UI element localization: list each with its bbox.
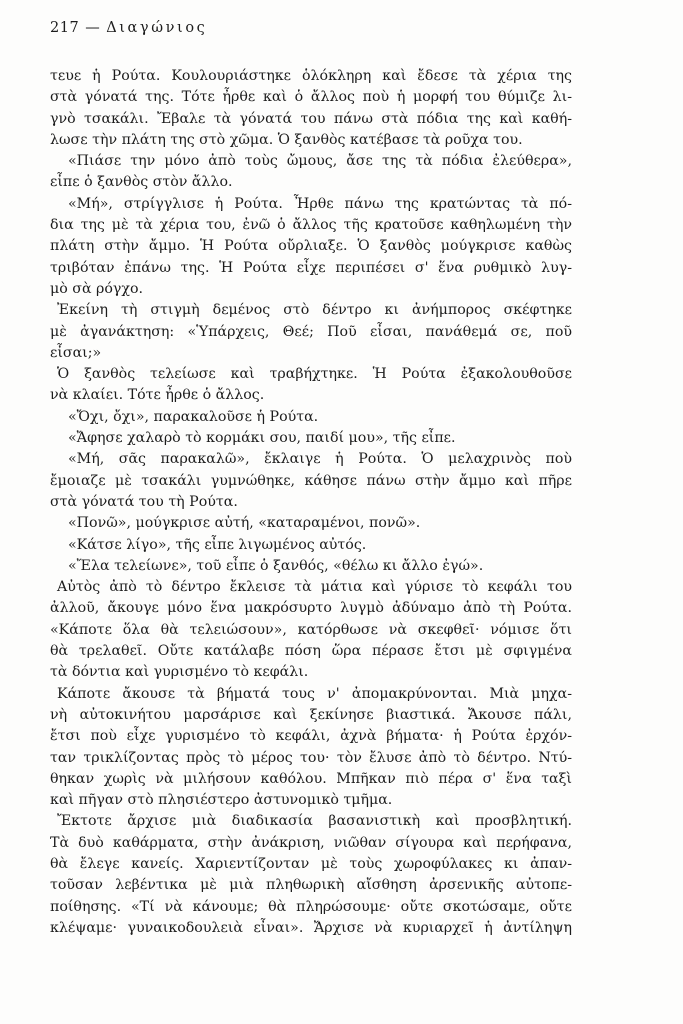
body-text [50, 66, 572, 939]
text-line: εἶσαι;» [50, 344, 102, 361]
text-line: «Ἄφησε χαλαρὸ τὸ κορμάκι σου, παιδί μου», τῆς εἶπε. [68, 430, 456, 447]
text-line: θὰ τρελαθεῖ. Οὔτε κατάλαβε πόση ὥρα πέρασε ἔτσι μὲ σφιγμένα [50, 643, 572, 660]
text-line: μὲ ἀγανάκτηση: «Ὑπάρχεις, Θεέ; Ποῦ εἶσαι, πανάθεμά σε, ποῦ [50, 323, 572, 340]
text-line: στὰ γόνατά του τὴ Ρούτα. [50, 493, 238, 510]
text-line: Τὰ δυὸ καθάρματα, στὴν ἀνάκριση, νιῶθαν σίγουρα καὶ περήφανα, [50, 834, 572, 851]
text-line: «Μή, σᾶς παρακαλῶ», ἔκλαιγε ἡ Ρούτα. Ὁ μελαχρινὸς ποὺ [68, 451, 572, 468]
text-line: καὶ πῆγαν στὸ πλησιέστερο ἀστυνομικὸ τμῆμα. [50, 792, 393, 809]
text-line: τριβόταν ἐπάνω της. Ἡ Ρούτα εἶχε περιπέσει σ' ἕνα ρυθμικὸ λυγ- [50, 259, 572, 276]
text-line: στὰ γόνατά της. Τότε ἦρθε καὶ ὁ ἄλλος ποὺ ἡ μορφή του θύμιζε λι- [50, 89, 572, 106]
text-line: πλάτη στὴν ἄμμο. Ἡ Ρούτα οὔρλιαξε. Ὁ ξανθὸς μούγκρισε καθὼς [50, 238, 572, 255]
text-line: ποίθησης. «Τί νὰ κάνουμε; θὰ πληρώσουμε· οὔτε σκοτώσαμε, οὔτε [50, 898, 572, 915]
text-line: «Ἔλα τελείωνε», τοῦ εἶπε ὁ ξανθός, «θέλω κι ἄλλο ἐγώ». [68, 557, 484, 574]
text-line: «Ὄχι, ὄχι», παρακαλοῦσε ἡ Ρούτα. [68, 408, 319, 425]
text-line: μὸ σὰ ρόγχο. [50, 280, 144, 297]
text-line: τευε ἡ Ρούτα. Κουλουριάστηκε ὁλόκληρη καὶ ἔδεσε τὰ χέρια της [50, 68, 572, 84]
text-line: γνὸ τσακάλι. Ἔβαλε τὰ γόνατά του πάνω στὰ πόδια της καὶ καθή- [50, 110, 572, 127]
text-line: Ἐκείνη τὴ στιγμὴ δεμένος στὸ δέντρο κι ἀνήμπορος σκέφτηκε [57, 302, 572, 319]
text-line: ἀλλοῦ, ἄκουγε μόνο ἕνα μακρόσυρτο λυγμὸ ἀδύναμο ἀπὸ τὴ Ρούτα. [50, 600, 572, 617]
text-line: Ἔκτοτε ἄρχισε μιὰ διαδικασία βασανιστικὴ καὶ προσβλητική. [57, 813, 572, 830]
text-line: Αὐτὸς ἀπὸ τὸ δέντρο ἔκλεισε τὰ μάτια καὶ γύρισε τὸ κεφάλι του [57, 579, 572, 596]
text-line: εἶπε ὁ ξανθὸς στὸν ἄλλο. [50, 174, 233, 191]
text-line: τὰ δόντια καὶ γυρισμένο τὸ κεφάλι. [50, 664, 309, 681]
text-line: «Πονῶ», μούγκρισε αὐτή, «καταραμένοι, πονῶ». [68, 515, 421, 532]
text-line: ἔτσι ποὺ εἶχε γυρισμένο τὸ κεφάλι, ἀχνὰ βήματα· ἡ Ρούτα ἐρχόν- [50, 728, 572, 745]
text-line: ταν τρικλίζοντας πρὸς τὸ μέρος του· τὸν ἔλυσε ἀπὸ τὸ δέντρο. Ντύ- [50, 749, 572, 766]
text-line: Ὁ ξανθὸς τελείωσε καὶ τραβήχτηκε. Ἡ Ρούτα ἐξακολουθοῦσε [57, 366, 572, 383]
text-line: «Πιάσε την μόνο ἀπὸ τοὺς ὤμους, ἄσε της τὰ πόδια ἐλεύθερα», [68, 153, 572, 170]
text-line: «Κάτσε λίγο», τῆς εἶπε λιγωμένος αὐτός. [68, 536, 367, 553]
text-line: «Κάποτε ὅλα θὰ τελειώσουν», κατόρθωσε νὰ σκεφθεῖ· νόμισε ὅτι [50, 621, 572, 638]
text-line: θὰ ἔλεγε κανείς. Χαριεντίζονταν μὲ τοὺς χωροφύλακες κι ἀπαν- [50, 855, 572, 872]
text-line: κλέψαμε· γυναικοδουλειὰ εἶναι». Ἄρχισε νὰ κυριαρχεῖ ἡ ἀντίληψη [50, 919, 572, 936]
text-line: λωσε τὴν πλάτη της στὸ χῶμα. Ὁ ξανθὸς κατέβασε τὰ ροῦχα του. [50, 131, 523, 148]
text-line: Κάποτε ἄκουσε τὰ βήματά τους ν' ἀπομακρύνονται. Μιὰ μηχα- [57, 685, 572, 702]
text-line: δια της μὲ τὰ χέρια του, ἐνῶ ὁ ἄλλος τῆς κρατοῦσε καθηλωμένη τὴν [50, 217, 572, 234]
text-line: τοῦσαν λεβέντικα μὲ μιὰ πληθωρικὴ αἴσθηση ἀρσενικῆς αὐτοπε- [50, 877, 572, 894]
header-separator: — [85, 20, 101, 36]
running-header [50, 20, 207, 36]
text-line: θηκαν χωρὶς νὰ μιλήσουν καθόλου. Μπῆκαν πιὸ πέρα σ' ἕνα ταξὶ [50, 770, 572, 787]
text-line: νὰ κλαίει. Τότε ἦρθε ὁ ἄλλος. [50, 387, 265, 404]
text-line: νὴ αὐτοκινήτου μαρσάρισε καὶ ξεκίνησε βιαστικά. Ἄκουσε πάλι, [50, 706, 572, 723]
text-line: ἔμοιαζε μὲ τσακάλι γυμνώθηκε, κάθησε πάνω στὴν ἄμμο καὶ πῆρε [50, 472, 572, 489]
page-number: 217 [50, 20, 80, 36]
text-line: «Μή», στρίγγλισε ἡ Ρούτα. Ἦρθε πάνω της κρατώντας τὰ πό- [68, 195, 572, 212]
book-title: Διαγώνιος [106, 20, 208, 36]
